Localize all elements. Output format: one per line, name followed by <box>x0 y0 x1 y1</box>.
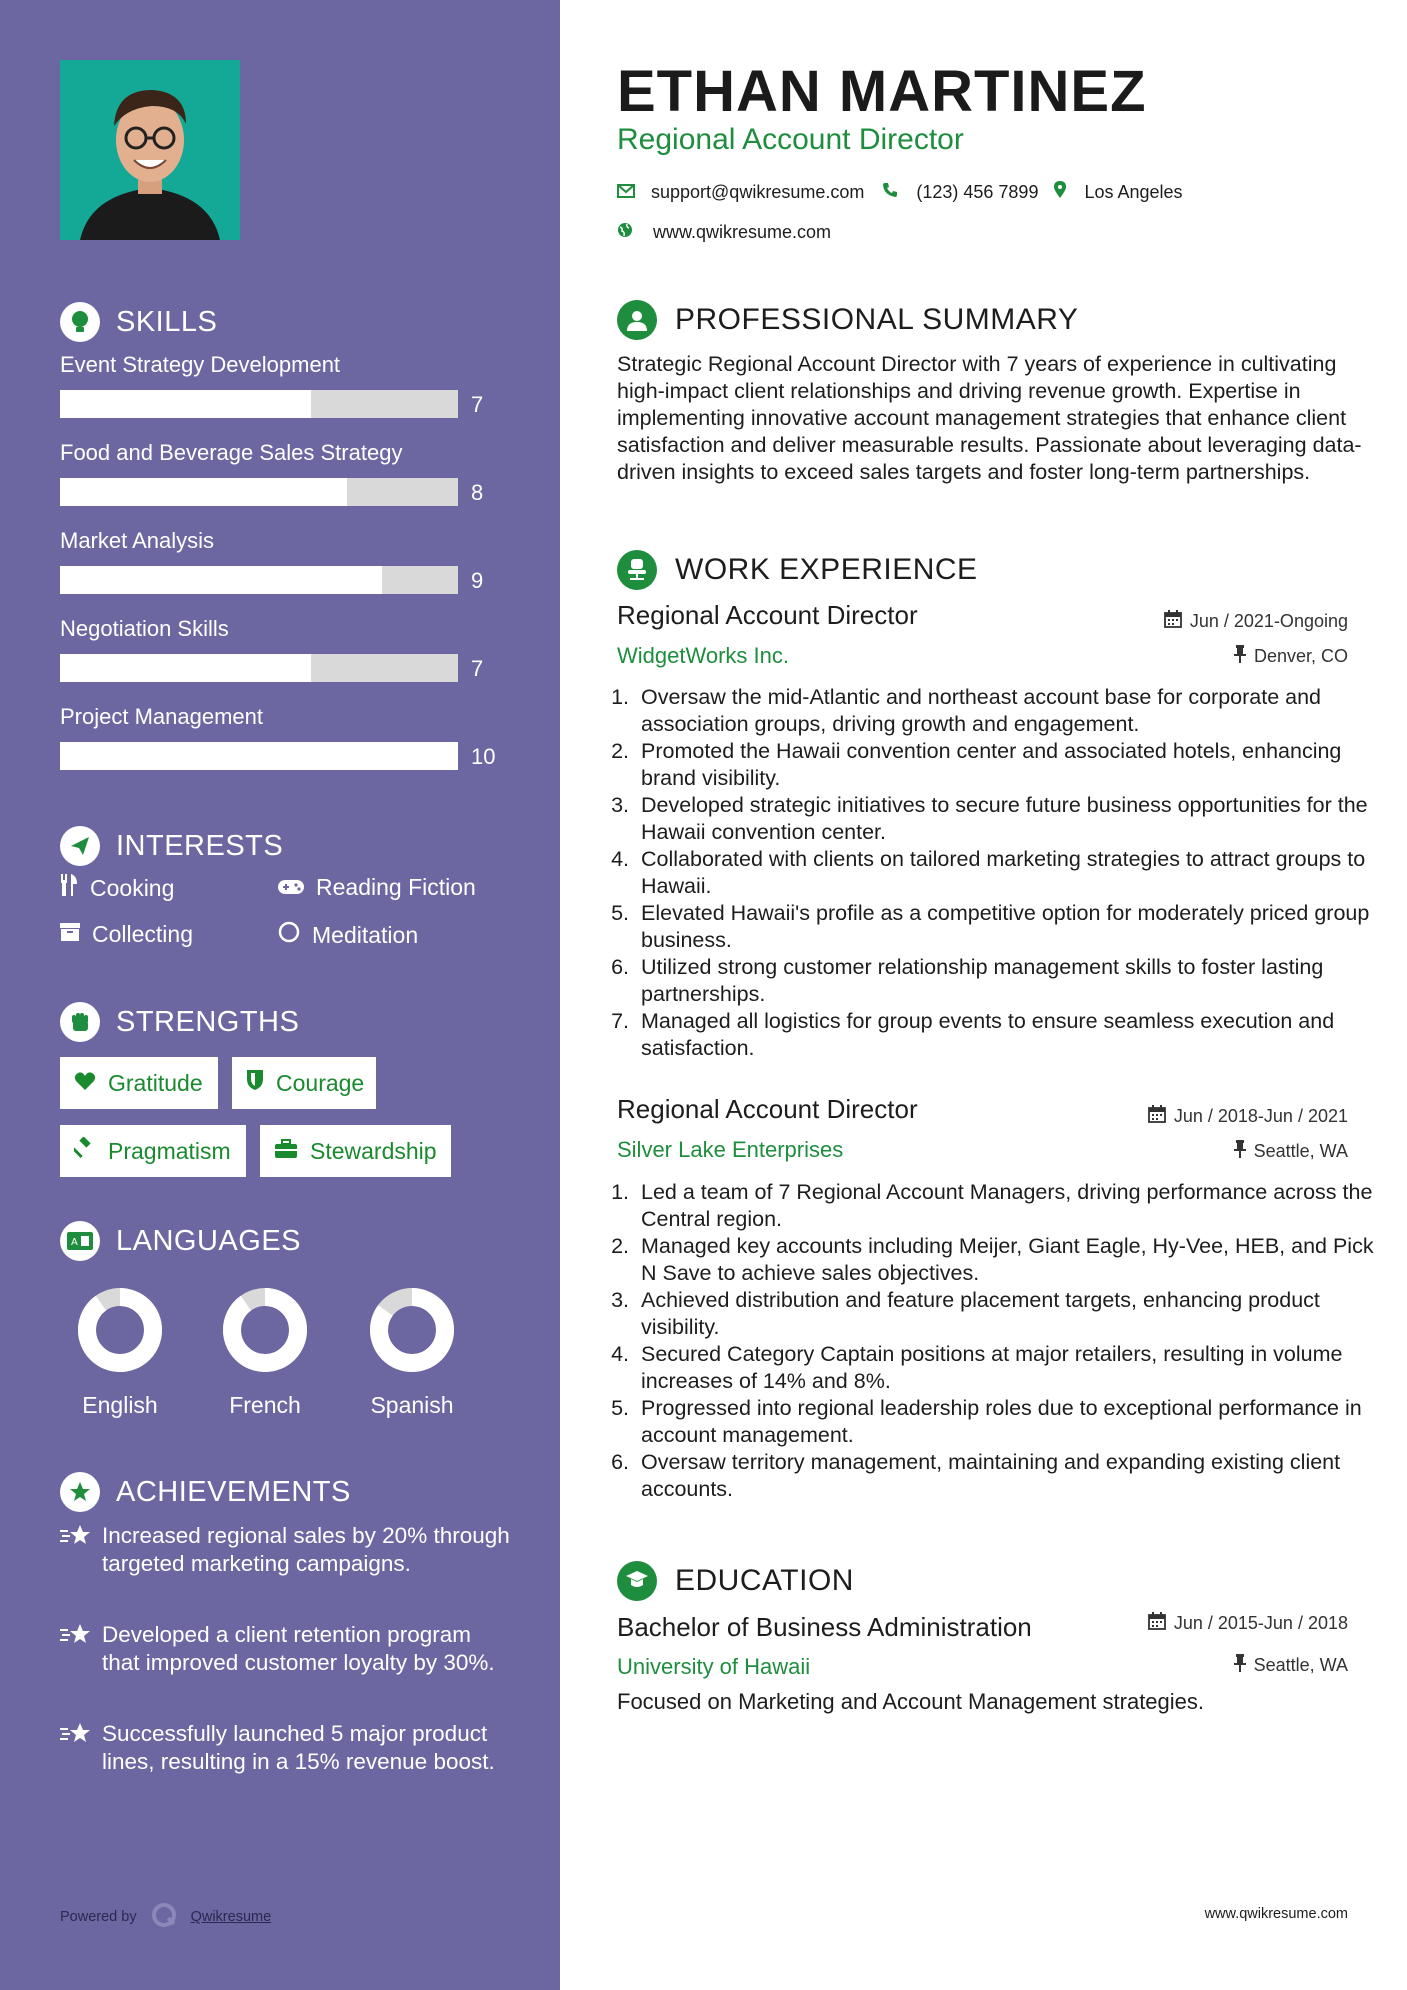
achievement-item: Increased regional sales by 20% through targeted marketing campaigns. <box>60 1522 510 1578</box>
job-location: Seattle, WA <box>1234 1140 1348 1163</box>
skill-bar-fill <box>60 742 458 770</box>
star-badge-icon <box>60 1472 100 1512</box>
strength-gratitude: Gratitude <box>60 1057 218 1109</box>
job-bullet: 4. Collaborated with clients on tailored marketing strategies to attract groups to Hawaii. <box>635 846 1375 900</box>
skills-heading-text: SKILLS <box>116 305 218 338</box>
qwikresume-link[interactable]: Qwikresume <box>190 1909 272 1925</box>
job-bullet: 2. Promoted the Hawaii convention center and associated hotels, enhancing brand visibility. <box>635 738 1375 792</box>
circle-icon <box>278 921 300 949</box>
achievement-item: Successfully launched 5 major product lines, resulting in a 15% revenue boost. <box>60 1720 510 1776</box>
skill-level: 10 <box>471 744 496 769</box>
calendar-icon <box>1148 1105 1166 1128</box>
language-label-french: French <box>229 1392 301 1418</box>
sidebar <box>0 0 560 1990</box>
website-row <box>617 222 831 243</box>
strengths-heading <box>60 1002 299 1042</box>
education-heading <box>617 1561 854 1601</box>
utensils-icon <box>60 874 78 902</box>
briefcase-icon <box>274 1138 298 1165</box>
svg-text:A: A <box>71 1237 79 1248</box>
location-text: Los Angeles <box>1084 182 1183 202</box>
skill-bar <box>60 478 458 506</box>
job-dates: Jun / 2021-Ongoing <box>1164 610 1348 633</box>
shooting-star-icon <box>60 1522 92 1578</box>
calendar-icon <box>1164 610 1182 633</box>
degree-title: Bachelor of Business Administration <box>617 1612 1032 1642</box>
pin-icon <box>1234 1654 1246 1677</box>
achievements-heading-text: ACHIEVEMENTS <box>116 1475 351 1508</box>
skill-label: Food and Beverage Sales Strategy <box>60 440 403 465</box>
qwikresume-logo-icon <box>151 1902 177 1932</box>
interests-heading <box>60 826 283 866</box>
skill-level: 9 <box>471 568 484 593</box>
job-bullets <box>611 1179 1375 1503</box>
skill-bar <box>60 566 458 594</box>
powered-by: Powered by Qwikresume <box>60 1902 271 1932</box>
email-link[interactable]: support@qwikresume.com <box>651 182 865 202</box>
job-bullet: 4. Secured Category Captain positions at major retailers, resulting in volume increases of 14% and 8%. <box>635 1341 1375 1395</box>
skill-label: Market Analysis <box>60 528 215 553</box>
envelope-icon <box>617 182 635 203</box>
skill-label: Event Strategy Development <box>60 352 341 377</box>
profile-photo <box>60 60 240 240</box>
skills-heading <box>60 302 217 342</box>
candidate-title: Regional Account Director <box>617 123 964 156</box>
language-label-spanish: Spanish <box>370 1392 454 1418</box>
job-bullet: 1. Led a team of 7 Regional Account Managers, driving performance across the Central region. <box>635 1179 1375 1233</box>
lightbulb-icon <box>60 302 100 342</box>
experience-heading-text: WORK EXPERIENCE <box>675 553 978 586</box>
fist-icon <box>60 1002 100 1042</box>
office-chair-icon <box>617 550 657 590</box>
strengths-heading-text: STRENGTHS <box>116 1005 300 1038</box>
user-icon <box>617 300 657 340</box>
skill-bar-fill <box>60 478 347 506</box>
job-bullet: 7. Managed all logistics for group events to ensure seamless execution and satisfaction. <box>635 1008 1375 1062</box>
graduate-icon <box>617 1561 657 1601</box>
skill-label: Project Management <box>60 704 263 729</box>
achievement-item: Developed a client retention program that improved customer loyalty by 30%. <box>60 1621 510 1677</box>
job-bullet: 2. Managed key accounts including Meijer, Giant Eagle, Hy-Vee, HEB, and Pick N Save to achieve sales objectives. <box>635 1233 1375 1287</box>
education-dates: Jun / 2015-Jun / 2018 <box>1148 1612 1348 1635</box>
calendar-icon <box>1148 1612 1166 1635</box>
phone-number: (123) 456 7899 <box>916 182 1039 202</box>
skill-level: 7 <box>471 392 484 417</box>
summary-heading-text: PROFESSIONAL SUMMARY <box>675 303 1079 336</box>
heart-icon <box>74 1070 96 1097</box>
interest-meditation: Meditation <box>278 921 418 949</box>
strength-courage: Courage <box>232 1057 376 1109</box>
skill-level: 8 <box>471 480 484 505</box>
skill-label: Negotiation Skills <box>60 616 229 641</box>
skill-bar-fill <box>60 390 311 418</box>
shield-icon <box>246 1069 264 1097</box>
company-name: WidgetWorks Inc. <box>617 643 789 668</box>
contact-row <box>617 181 1183 204</box>
education-location: Seattle, WA <box>1234 1654 1348 1677</box>
company-name: Silver Lake Enterprises <box>617 1137 844 1162</box>
job-bullets <box>611 684 1375 1062</box>
summary-heading <box>617 300 1078 340</box>
skill-bar <box>60 390 458 418</box>
languages-heading-text: LANGUAGES <box>116 1224 301 1257</box>
gavel-icon <box>74 1137 96 1165</box>
job-bullet: 3. Developed strategic initiatives to secure future business opportunities for the Hawaii convention center. <box>635 792 1375 846</box>
language-ring-english <box>78 1288 162 1372</box>
job-bullet: 5. Elevated Hawaii's profile as a competitive option for moderately priced group business. <box>635 900 1375 954</box>
candidate-name: ETHAN MARTINEZ <box>617 59 1147 124</box>
job-bullet: 5. Progressed into regional leadership roles due to exceptional performance in account management. <box>635 1395 1375 1449</box>
interest-reading-fiction: Reading Fiction <box>278 874 476 901</box>
interest-collecting: Collecting <box>60 921 193 948</box>
summary-text: Strategic Regional Account Director with 7 years of experience in cultivating high-impact client relationships and driving revenue growth. Expertise in implementing innovative account management strategies that enhance client satisfaction and deliver measurable results. Passionate about leveraging data-driven insights to exceed sales targets and foster long-term partnerships. <box>617 352 1362 484</box>
achievements-heading <box>60 1472 351 1512</box>
language-label-english: English <box>82 1392 158 1418</box>
education-description: Focused on Marketing and Account Management strategies. <box>617 1689 1205 1714</box>
gamepad-icon <box>278 874 304 901</box>
job-title: Regional Account Director <box>617 1094 918 1124</box>
skill-bar <box>60 654 458 682</box>
language-ring-french <box>223 1288 307 1372</box>
shooting-star-icon <box>60 1720 92 1776</box>
paper-plane-icon <box>60 826 100 866</box>
website-link[interactable]: www.qwikresume.com <box>653 222 832 242</box>
school-name: University of Hawaii <box>617 1654 811 1679</box>
skill-bar-fill <box>60 654 311 682</box>
job-dates: Jun / 2018-Jun / 2021 <box>1148 1105 1348 1128</box>
job-title: Regional Account Director <box>617 600 918 630</box>
job-bullet: 6. Utilized strong customer relationship management skills to foster lasting partnerships. <box>635 954 1375 1008</box>
education-heading-text: EDUCATION <box>675 1564 854 1597</box>
job-bullet: 6. Oversaw territory management, maintaining and expanding existing client accounts. <box>635 1449 1375 1503</box>
language-icon <box>60 1221 100 1261</box>
job-bullet: 3. Achieved distribution and feature placement targets, enhancing product visibility. <box>635 1287 1375 1341</box>
person-avatar-icon <box>60 60 240 240</box>
map-marker-icon <box>1054 181 1066 204</box>
footer-website[interactable]: www.qwikresume.com <box>1204 1906 1348 1922</box>
strength-pragmatism: Pragmatism <box>60 1125 246 1177</box>
skill-bar <box>60 742 458 770</box>
skill-bar-fill <box>60 566 382 594</box>
strength-stewardship: Stewardship <box>260 1125 451 1177</box>
job-location: Denver, CO <box>1234 645 1348 668</box>
skill-level: 7 <box>471 656 484 681</box>
pin-icon <box>1234 645 1246 668</box>
interest-cooking: Cooking <box>60 874 174 902</box>
shooting-star-icon <box>60 1621 92 1677</box>
languages-heading <box>60 1221 301 1261</box>
job-bullet: 1. Oversaw the mid-Atlantic and northeast account base for corporate and association groups, driving growth and engagement. <box>635 684 1375 738</box>
archive-icon <box>60 921 80 948</box>
pin-icon <box>1234 1140 1246 1163</box>
globe-icon <box>617 222 633 243</box>
phone-icon <box>882 182 898 203</box>
interests-heading-text: INTERESTS <box>116 829 284 862</box>
experience-heading <box>617 550 978 590</box>
language-ring-spanish <box>370 1288 454 1372</box>
